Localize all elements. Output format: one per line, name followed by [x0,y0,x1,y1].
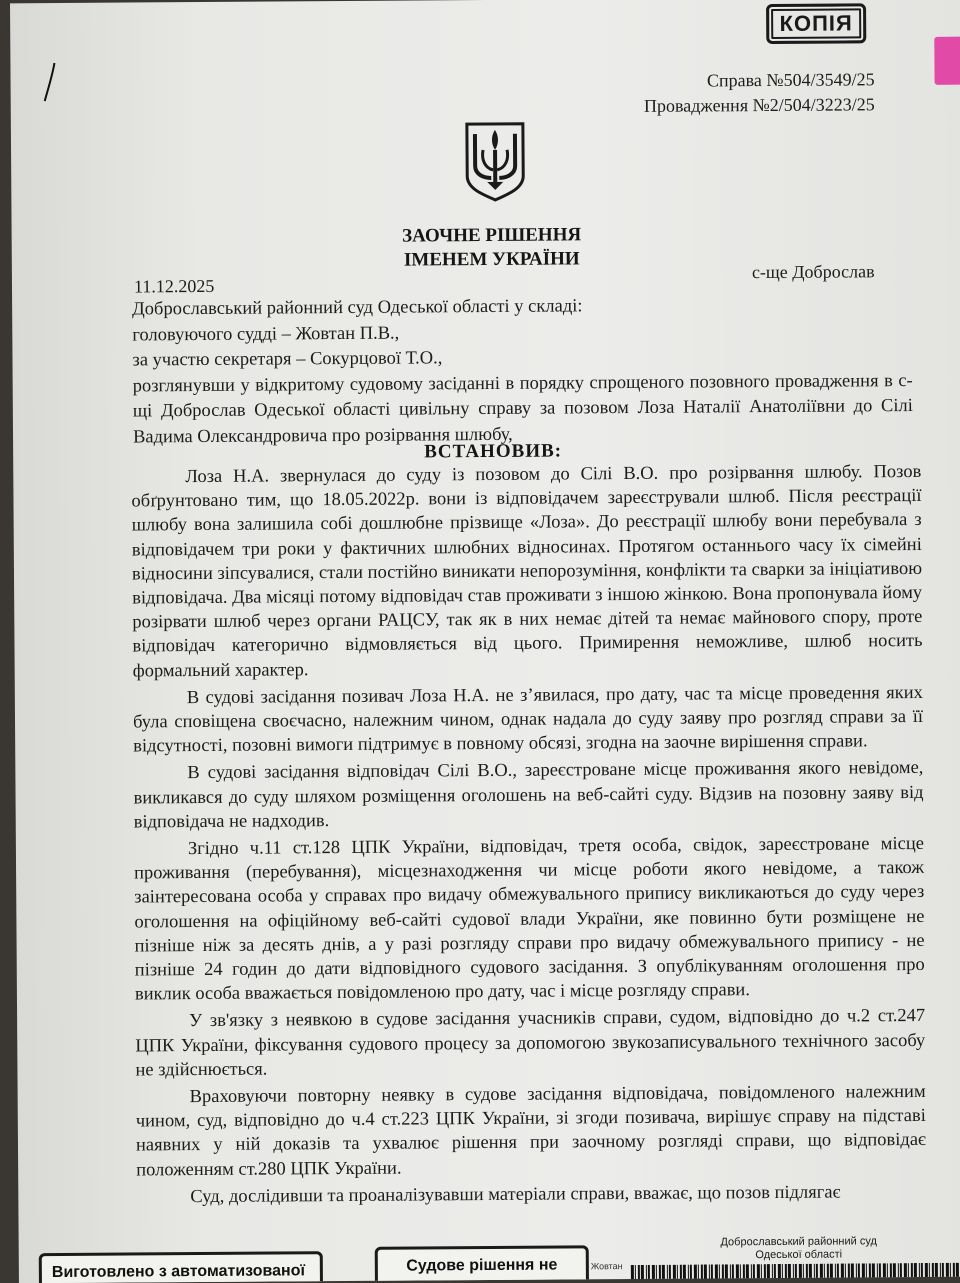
trident-emblem-icon [463,120,528,202]
footer-court-name [679,1235,919,1263]
barcode-bar [701,1265,703,1283]
barcode-bar [814,1264,815,1283]
decision-date: 11.12.2025 [133,275,215,297]
barcode-bar [635,1265,636,1283]
barcode-bar [659,1265,661,1283]
barcode-bar [803,1264,804,1283]
barcode-bar [806,1264,808,1283]
barcode-bar [914,1263,917,1283]
barcode-bar [856,1263,857,1283]
barcode-bar [799,1264,802,1283]
barcode-bar [900,1263,902,1283]
barcode-bar [858,1263,860,1283]
barcode-bar [757,1264,760,1283]
barcode-bar [778,1264,781,1283]
barcode-bar [753,1264,755,1283]
barcode-bar [730,1264,731,1283]
barcode-bar [715,1264,718,1283]
pink-sticky-tab [934,37,960,85]
barcode-bar [877,1263,878,1283]
copy-stamp-label: КОПІЯ [779,10,853,36]
barcode-bar [848,1263,850,1283]
barcode-bar [872,1263,875,1283]
barcode-bar [904,1263,907,1283]
barcode-bar [688,1265,689,1283]
body-paragraph: Згідно ч.11 ст.128 ЦПК України, відповідач, третя особа, свідок, зареєстроване місце проживання (перебування), місцезнаходження чи місце роботи якого невідоме, а також заінтересована особа у справах про видачу обмежувального припису викликаються до суду через оголошення на офіційному веб-сайті судової влади України, яке повинно бути розміщене не пізніше ніж за десять днів, а у разі розгляду справи про видачу обмежувального припису - не пізніше 24 годин до дати відповідного судового засідання. З опублікуванням оголошення про виклик особа вважається повідомленою про дату, час і місце розгляду справи. [134,834,925,1005]
barcode-bar [898,1263,899,1283]
barcode-bar [656,1265,657,1283]
body-paragraph: У зв'язку з неявкою в судове засідання учасників справи, судом, відповідно до ч.2 ст.247 ЦПК України, фіксування судового процесу за допомогою звукозаписувального технічного засобу не здійснюється. [135,1006,926,1081]
barcode-text: Жовтан [590,1261,623,1272]
barcode-bar [638,1265,640,1283]
barcode-bar [631,1265,634,1283]
barcode-bar [767,1264,770,1283]
barcode-bar [841,1264,844,1283]
composition-line: за участю секретаря – Сокурцової Т.О., [132,348,443,371]
barcode-bar [662,1265,665,1283]
decision-title-line2: ІМЕНЕМ УКРАЇНИ [403,248,580,271]
barcode-bar [816,1264,818,1283]
barcode-bar [751,1264,752,1283]
barcode-bar [908,1263,909,1283]
body-paragraph: В судові засідання відповідач Сілі В.О., зареєстроване місце проживання якого невідоме, викликався до суду шляхом розміщення оголошень на веб-сайті суду. Відзив на позовну заяву від відповідача не надходив. [133,758,924,833]
barcode-bar [694,1265,697,1283]
barcode-bar [827,1264,829,1283]
barcode-bar [764,1264,766,1283]
body-paragraph: Враховуючи повторну неявку в судове засідання відповідача, повідомленого належним чином, суд, відповідно до ч.4 ст.223 ЦПК України, зі згоди позивача, вирішує справу на підставі наявних у ній доказів та ухвалює рішення при заочному розгляді справи, що відповідає положенням ст.280 ЦПК України. [135,1082,927,1181]
barcode-bar [782,1264,783,1283]
body-paragraph: Лоза Н.А. звернулася до суду із позовом до Сілі В.О. про розірвання шлюбу. Позов обґрунтовано тим, що 18.05.2022р. вони із відповідачем зареєстрували шлюб. Після реєстрації шлюбу вона залишила собі дошлюбне прізвище «Лоза». До реєстрації шлюбу вони перебувала з відповідачем три роки у фактичних шлюбних відносинах. Протягом останнього часу їх сімейні відносини зіпсувалися, стали постійно виникати непорозуміння, конфлікти та сварки за ініціативою відповідача. Два місяці потому відповідач став проживати з іншою жінкою. Вона пропонувала йому розірвати шлюб через органи РАЦСУ, так як в них немає дітей та немає майнового спору, проте відповідач категорично відмовляється від цього. Примирення неможливе, шлюб носить формальний характер. [131,461,923,682]
barcode-bar [719,1264,720,1283]
barcode-bar [680,1265,682,1283]
barcode-bar [887,1263,888,1283]
barcode-bar [837,1264,839,1283]
barcode-bar [785,1264,787,1283]
barcode-bar [772,1264,773,1283]
barcode-bar [646,1265,647,1283]
decision-status-label: Судове рішення не [375,1245,589,1283]
decision-title-line1: ЗАОЧНЕ РІШЕННЯ [402,224,582,247]
decision-place: с-ще Доброслав [751,261,875,283]
barcode-bar [709,1264,710,1283]
case-numbers [644,67,875,119]
barcode-bar [652,1265,655,1283]
proceeding-number: Провадження №2/504/3223/25 [643,94,875,116]
barcode-bar [690,1265,692,1283]
barcode-bar [641,1265,644,1283]
body-paragraph: В судові засідання позивач Лоза Н.А. не з’явилася, про дату, час та місце проведення яких була сповіщена своєчасно, належним чином, однак надала до суду заяву про розгляд справи за її відсутності, позовні вимоги підтримує в повному обсязі, згодна на заочне вирішення справи. [132,682,924,757]
footer-court-line1: Доброславський районний суд [720,1235,877,1249]
barcode-bar [725,1264,728,1283]
copy-stamp [766,3,866,44]
barcode-bar [835,1264,836,1283]
established-heading: ВСТАНОВИВ: [424,440,563,463]
barcode-bar [704,1264,707,1283]
barcode-bar [851,1263,854,1283]
barcode-bar [820,1264,823,1283]
barcode-bar [911,1263,913,1283]
barcode-bar [761,1264,762,1283]
page-footer [19,1219,960,1283]
barcode-bar [711,1264,713,1283]
barcode-bar [890,1263,892,1283]
barcode-bar [795,1264,797,1283]
barcode-bar [669,1265,671,1283]
barcode-bar [809,1264,812,1283]
barcode-bar [736,1264,739,1283]
composition-line: Доброславський районний суд Одеської області у складі: [132,296,583,320]
case-number: Справа №504/3549/25 [706,69,875,91]
barcode-bar [883,1263,886,1283]
barcode-bar [698,1265,699,1283]
barcode-bar [677,1265,678,1283]
composition-line: головуючого судді – Жовтан П.В., [132,323,400,345]
barcode-bar [732,1264,734,1283]
barcode-bar [893,1263,896,1283]
barcode-bar [746,1264,749,1283]
barcode-bar [866,1263,867,1283]
barcode-bar [788,1264,791,1283]
barcode-bar [824,1264,825,1283]
barcode-bar [743,1264,745,1283]
barcode-bar [862,1263,865,1283]
body-paragraph: Суд, дослідивши та проаналізувавши матеріали справи, вважає, що позов підлягає [190,1182,841,1207]
pen-mark-icon [40,61,60,103]
barcode-bar [673,1265,676,1283]
barcode-bar [667,1265,668,1283]
barcode-bar [879,1263,881,1283]
barcode-bar [793,1264,794,1283]
barcode-bar [830,1264,833,1283]
composition-line: розглянувши у відкритому судовому засіданні в порядку спрощеного позовного провадження в с-щі Доброслав Одеської області цивільну справу за позовом Лоза Наталії Анатоліївни до Сілі Вадима Олександровича про розірвання шлюбу, [132,370,913,447]
automated-system-label: Виготовлено з автоматизованої [39,1251,323,1283]
court-composition [132,292,913,450]
barcode-bar [683,1265,686,1283]
decision-body [131,460,926,1210]
document-page [10,0,960,1283]
barcode-bar [845,1264,846,1283]
barcode-bar [774,1264,776,1283]
barcode-bar [648,1265,650,1283]
barcode-bar [722,1264,724,1283]
footer-court-line2: Одеської області [755,1248,843,1262]
barcode-bar [740,1264,741,1283]
barcode-bar [869,1263,871,1283]
